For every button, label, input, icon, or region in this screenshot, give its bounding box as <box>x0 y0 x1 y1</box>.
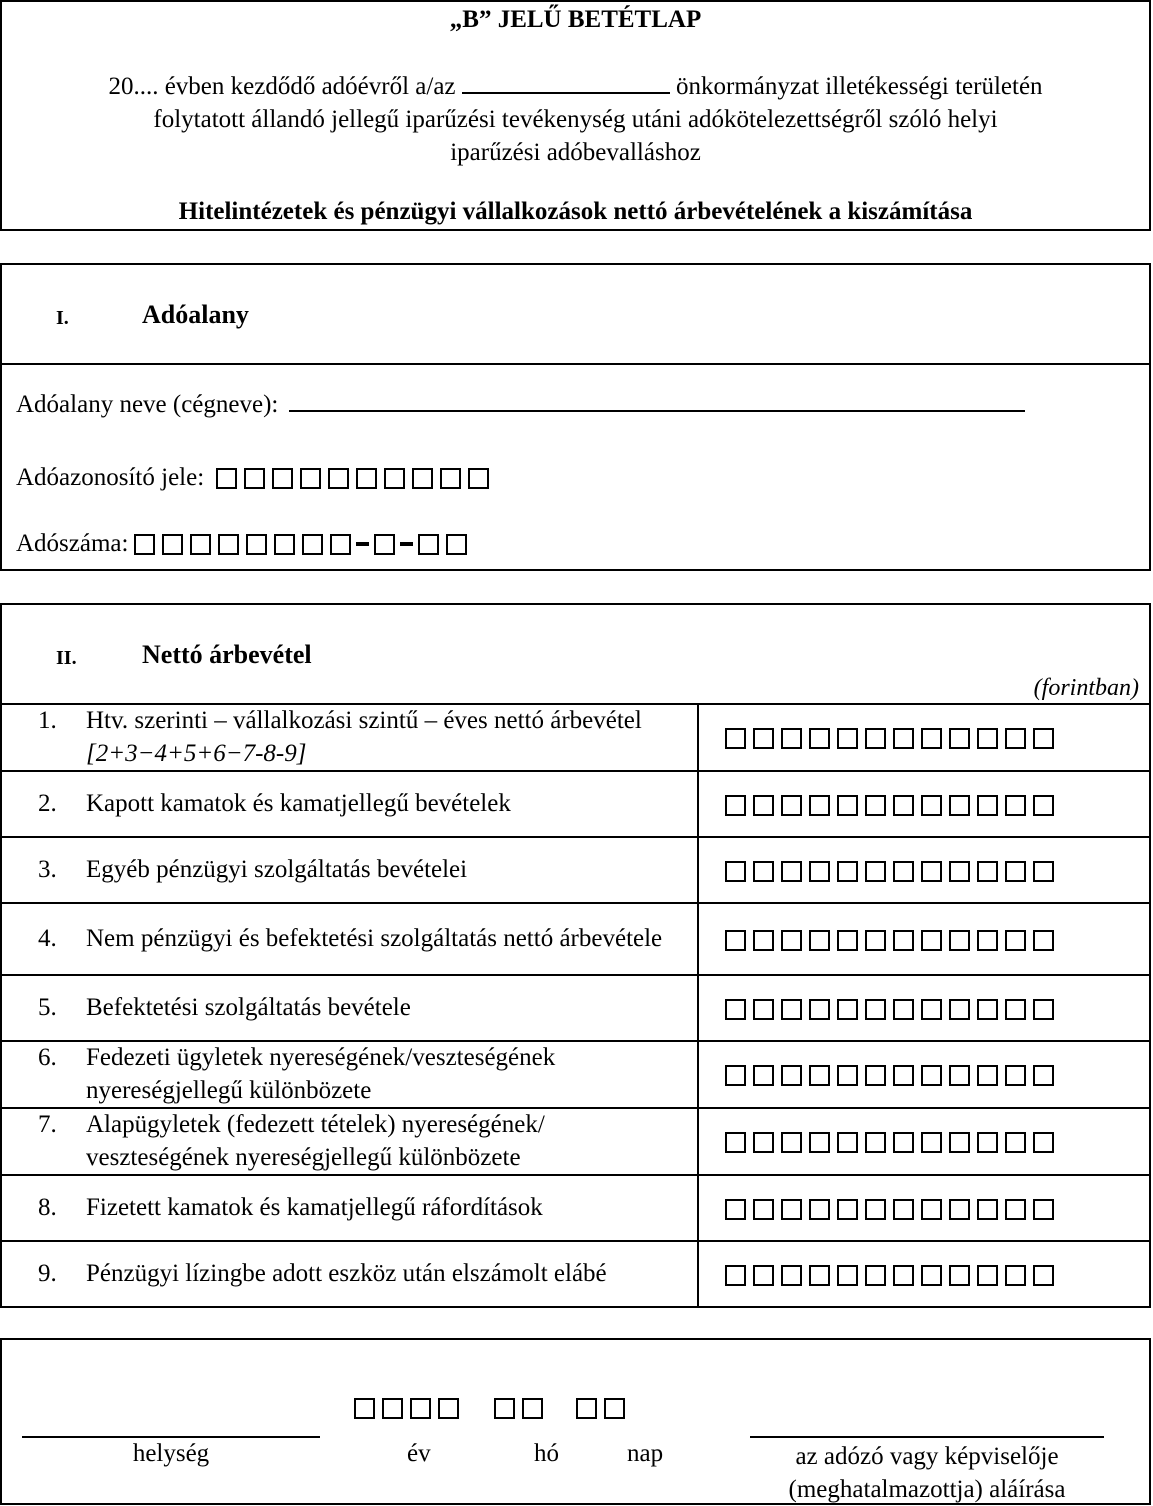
digit-box[interactable] <box>725 1132 746 1153</box>
digit-box[interactable] <box>356 468 377 489</box>
digit-box[interactable] <box>781 861 802 882</box>
digit-box[interactable] <box>921 1199 942 1220</box>
digit-box[interactable] <box>446 534 467 555</box>
digit-box[interactable] <box>753 930 774 951</box>
revenue-row-label <box>1 704 698 771</box>
digit-box[interactable] <box>977 861 998 882</box>
digit-box[interactable] <box>837 728 858 749</box>
digit-box[interactable] <box>328 468 349 489</box>
digit-box[interactable] <box>753 861 774 882</box>
digit-box[interactable] <box>865 1132 886 1153</box>
digit-box[interactable] <box>809 930 830 951</box>
digit-box[interactable] <box>1005 728 1026 749</box>
dash <box>356 542 369 546</box>
section-1-body <box>0 363 1151 571</box>
digit-box[interactable] <box>753 1199 774 1220</box>
digit-box[interactable] <box>1005 1132 1026 1153</box>
digit-box[interactable] <box>977 999 998 1020</box>
digit-box[interactable] <box>1033 1065 1054 1086</box>
revenue-row-label <box>1 903 698 975</box>
revenue-row <box>1 1175 1150 1241</box>
revenue-row-label <box>1 1108 698 1175</box>
row-number: 5. <box>38 993 57 1021</box>
month-boxes[interactable] <box>494 1399 550 1416</box>
amount-boxes[interactable] <box>698 1041 1150 1108</box>
digit-box[interactable] <box>374 534 395 555</box>
digit-box[interactable] <box>837 1132 858 1153</box>
row-number: 1. <box>38 707 57 734</box>
revenue-row <box>1 1108 1150 1175</box>
revenue-row-label <box>1 1241 698 1307</box>
intro-line-1-pre: 20.... évben kezdődő adóévről a/az <box>108 73 456 100</box>
intro-line-1-post: önkormányzat illetékességi területén <box>676 73 1043 100</box>
digit-box[interactable] <box>753 1265 774 1286</box>
digit-box[interactable] <box>725 795 746 816</box>
row-text: Nem pénzügyi és befektetési szolgáltatás nettó árbevétele <box>86 924 663 952</box>
digit-box[interactable] <box>1033 1132 1054 1153</box>
digit-box[interactable] <box>893 1265 914 1286</box>
digit-box[interactable] <box>1005 999 1026 1020</box>
digit-box[interactable] <box>522 1398 543 1419</box>
digit-box[interactable] <box>837 1265 858 1286</box>
taxno-row <box>16 529 474 558</box>
revenue-row <box>1 837 1150 903</box>
digit-box[interactable] <box>809 1065 830 1086</box>
digit-box[interactable] <box>893 999 914 1020</box>
row-number: 8. <box>38 1193 57 1221</box>
digit-box[interactable] <box>977 728 998 749</box>
digit-box[interactable] <box>837 999 858 1020</box>
row-number: 4. <box>38 924 57 952</box>
row-text: Befektetési szolgáltatás bevétele <box>86 993 411 1021</box>
digit-box[interactable] <box>753 999 774 1020</box>
digit-box[interactable] <box>1005 795 1026 816</box>
digit-box[interactable] <box>809 1132 830 1153</box>
digit-box[interactable] <box>1033 930 1054 951</box>
digit-box[interactable] <box>949 999 970 1020</box>
amount-boxes[interactable] <box>698 837 1150 903</box>
row-formula: [2+3−4+5+6−7-8-9] <box>86 739 307 767</box>
row-text: Fizetett kamatok és kamatjellegű ráfordítások <box>86 1193 543 1221</box>
digit-box[interactable] <box>354 1398 375 1419</box>
digit-box[interactable] <box>1005 861 1026 882</box>
revenue-row <box>1 1041 1150 1108</box>
row-text: Egyéb pénzügyi szolgáltatás bevételei <box>86 855 468 883</box>
digit-box[interactable] <box>753 1065 774 1086</box>
digit-box[interactable] <box>809 795 830 816</box>
digit-box[interactable] <box>725 861 746 882</box>
municipality-field[interactable] <box>462 92 670 94</box>
revenue-row <box>1 903 1150 975</box>
row-text: Alapügyletek (fedezett tételek) nyereségének/ veszteségének nyereségjellegű különbözete <box>86 1111 545 1171</box>
revenue-row-label <box>1 975 698 1041</box>
year-boxes[interactable] <box>354 1399 466 1416</box>
digit-box[interactable] <box>809 861 830 882</box>
digit-box[interactable] <box>893 861 914 882</box>
digit-box[interactable] <box>977 1065 998 1086</box>
digit-box[interactable] <box>921 999 942 1020</box>
digit-box[interactable] <box>781 728 802 749</box>
digit-box[interactable] <box>837 861 858 882</box>
revenue-row <box>1 1241 1150 1307</box>
digit-box[interactable] <box>162 534 183 555</box>
digit-box[interactable] <box>921 728 942 749</box>
digit-box[interactable] <box>1033 1199 1054 1220</box>
net-revenue-table <box>0 703 1151 1308</box>
revenue-row-label <box>1 1175 698 1241</box>
digit-box[interactable] <box>921 1065 942 1086</box>
day-boxes[interactable] <box>576 1399 632 1416</box>
row-text: Fedezeti ügyletek nyereségének/veszteségének nyereségjellegű különbözete <box>86 1044 556 1104</box>
digit-box[interactable] <box>468 468 489 489</box>
digit-box[interactable] <box>949 1065 970 1086</box>
digit-box[interactable] <box>1033 999 1054 1020</box>
digit-box[interactable] <box>382 1398 403 1419</box>
row-text: Htv. szerinti – vállalkozási szintű – éves nettó árbevétel <box>86 707 642 734</box>
revenue-row <box>1 975 1150 1041</box>
digit-box[interactable] <box>809 1265 830 1286</box>
digit-box[interactable] <box>865 795 886 816</box>
row-number: 9. <box>38 1259 57 1287</box>
digit-box[interactable] <box>216 468 237 489</box>
revenue-row-label <box>1 1041 698 1108</box>
digit-box[interactable] <box>893 795 914 816</box>
digit-box[interactable] <box>781 1132 802 1153</box>
digit-box[interactable] <box>949 930 970 951</box>
dash <box>400 542 413 546</box>
digit-box[interactable] <box>893 728 914 749</box>
digit-box[interactable] <box>1033 795 1054 816</box>
section-2-number: II. <box>56 647 77 669</box>
digit-box[interactable] <box>837 930 858 951</box>
digit-box[interactable] <box>1033 1265 1054 1286</box>
row-number: 7. <box>38 1111 57 1138</box>
taxid-boxes[interactable] <box>216 463 496 490</box>
digit-box[interactable] <box>893 1065 914 1086</box>
digit-box[interactable] <box>412 468 433 489</box>
digit-box[interactable] <box>977 930 998 951</box>
row-text: Pénzügyi lízingbe adott eszköz után elszámolt elábé <box>86 1259 607 1287</box>
digit-box[interactable] <box>725 728 746 749</box>
row-number: 3. <box>38 855 57 883</box>
taxno-boxes[interactable] <box>134 529 474 556</box>
revenue-row-label <box>1 771 698 837</box>
digit-box[interactable] <box>781 930 802 951</box>
digit-box[interactable] <box>809 1199 830 1220</box>
digit-box[interactable] <box>244 468 265 489</box>
digit-box[interactable] <box>977 1132 998 1153</box>
section-1-number: I. <box>56 307 69 329</box>
digit-box[interactable] <box>949 728 970 749</box>
digit-box[interactable] <box>921 1132 942 1153</box>
digit-box[interactable] <box>921 795 942 816</box>
digit-box[interactable] <box>1005 930 1026 951</box>
digit-box[interactable] <box>1005 1199 1026 1220</box>
digit-box[interactable] <box>781 1265 802 1286</box>
amount-boxes[interactable] <box>698 704 1150 771</box>
digit-box[interactable] <box>837 795 858 816</box>
digit-box[interactable] <box>949 861 970 882</box>
section-2-header <box>0 603 1151 705</box>
digit-box[interactable] <box>410 1398 431 1419</box>
row-text: Kapott kamatok és kamatjellegű bevételek <box>86 789 511 817</box>
digit-box[interactable] <box>949 1199 970 1220</box>
form-title: „B” JELŰ BETÉTLAP <box>449 6 702 33</box>
digit-box[interactable] <box>1005 1265 1026 1286</box>
amount-boxes[interactable] <box>698 1241 1150 1307</box>
signature-line[interactable] <box>750 1436 1104 1438</box>
form-subtitle: Hitelintézetek és pénzügyi vállalkozások nettó árbevételének a kiszámítása <box>178 198 973 225</box>
row-number: 6. <box>38 1044 57 1071</box>
digit-box[interactable] <box>725 1065 746 1086</box>
digit-box[interactable] <box>440 468 461 489</box>
digit-box[interactable] <box>949 1132 970 1153</box>
digit-box[interactable] <box>809 728 830 749</box>
place-line[interactable] <box>22 1436 320 1438</box>
section-1-header <box>0 263 1151 365</box>
digit-box[interactable] <box>725 1199 746 1220</box>
digit-box[interactable] <box>725 999 746 1020</box>
name-label: Adóalany neve (cégneve): <box>16 391 279 418</box>
amount-boxes[interactable] <box>698 1108 1150 1175</box>
digit-box[interactable] <box>218 534 239 555</box>
digit-box[interactable] <box>384 468 405 489</box>
digit-box[interactable] <box>302 534 323 555</box>
digit-box[interactable] <box>865 1199 886 1220</box>
digit-box[interactable] <box>893 1132 914 1153</box>
digit-box[interactable] <box>977 1265 998 1286</box>
revenue-row-label <box>1 837 698 903</box>
digit-box[interactable] <box>977 795 998 816</box>
digit-box[interactable] <box>272 468 293 489</box>
digit-box[interactable] <box>977 1199 998 1220</box>
digit-box[interactable] <box>604 1398 625 1419</box>
digit-box[interactable] <box>725 1265 746 1286</box>
digit-box[interactable] <box>246 534 267 555</box>
intro-line-1 <box>2 70 1149 103</box>
signature-label <box>732 1440 1122 1506</box>
digit-box[interactable] <box>134 534 155 555</box>
digit-box[interactable] <box>753 795 774 816</box>
digit-box[interactable] <box>190 534 211 555</box>
digit-box[interactable] <box>865 861 886 882</box>
digit-box[interactable] <box>330 534 351 555</box>
section-1-title: Adóalany <box>142 300 249 329</box>
digit-box[interactable] <box>494 1398 515 1419</box>
digit-box[interactable] <box>781 999 802 1020</box>
digit-box[interactable] <box>274 534 295 555</box>
digit-box[interactable] <box>865 1065 886 1086</box>
section-2-title: Nettó árbevétel <box>142 640 312 669</box>
digit-box[interactable] <box>725 930 746 951</box>
name-field[interactable] <box>289 410 1025 412</box>
form-intro <box>2 70 1149 169</box>
taxid-row <box>16 463 496 492</box>
revenue-row <box>1 771 1150 837</box>
digit-box[interactable] <box>1033 728 1054 749</box>
signature-label-2: (meghatalmazottja) aláírása <box>788 1476 1066 1503</box>
digit-box[interactable] <box>837 1065 858 1086</box>
unit-label: (forintban) <box>1033 675 1139 701</box>
signature-label-1: az adózó vagy képviselője <box>795 1443 1059 1470</box>
digit-box[interactable] <box>1033 861 1054 882</box>
digit-box[interactable] <box>949 795 970 816</box>
signature-box <box>0 1338 1151 1505</box>
digit-box[interactable] <box>921 861 942 882</box>
name-row <box>16 391 1025 419</box>
digit-box[interactable] <box>921 930 942 951</box>
taxno-label: Adószáma: <box>16 530 129 558</box>
amount-boxes[interactable] <box>698 771 1150 837</box>
digit-box[interactable] <box>753 1132 774 1153</box>
digit-box[interactable] <box>893 930 914 951</box>
row-number: 2. <box>38 789 57 817</box>
digit-box[interactable] <box>781 1199 802 1220</box>
day-label: nap <box>627 1440 664 1467</box>
digit-box[interactable] <box>865 930 886 951</box>
place-label: helység <box>132 1440 210 1467</box>
digit-box[interactable] <box>438 1398 459 1419</box>
digit-box[interactable] <box>576 1398 597 1419</box>
date-boxes <box>354 1398 632 1419</box>
taxid-label: Adóazonosító jele: <box>16 464 205 492</box>
year-label: év <box>407 1440 431 1467</box>
digit-box[interactable] <box>865 728 886 749</box>
amount-boxes[interactable] <box>698 903 1150 975</box>
digit-box[interactable] <box>781 795 802 816</box>
digit-box[interactable] <box>865 999 886 1020</box>
intro-line-3: iparűzési adóbevalláshoz <box>450 139 701 166</box>
header-box <box>0 0 1151 231</box>
digit-box[interactable] <box>837 1199 858 1220</box>
month-label: hó <box>534 1440 559 1467</box>
amount-boxes[interactable] <box>698 1175 1150 1241</box>
intro-line-2: folytatott állandó jellegű iparűzési tevékenység utáni adókötelezettségről szóló helyi <box>153 106 998 133</box>
digit-box[interactable] <box>893 1199 914 1220</box>
revenue-row <box>1 704 1150 771</box>
digit-box[interactable] <box>809 999 830 1020</box>
amount-boxes[interactable] <box>698 975 1150 1041</box>
digit-box[interactable] <box>781 1065 802 1086</box>
digit-box[interactable] <box>921 1265 942 1286</box>
digit-box[interactable] <box>1005 1065 1026 1086</box>
digit-box[interactable] <box>753 728 774 749</box>
digit-box[interactable] <box>418 534 439 555</box>
digit-box[interactable] <box>865 1265 886 1286</box>
digit-box[interactable] <box>300 468 321 489</box>
digit-box[interactable] <box>949 1265 970 1286</box>
